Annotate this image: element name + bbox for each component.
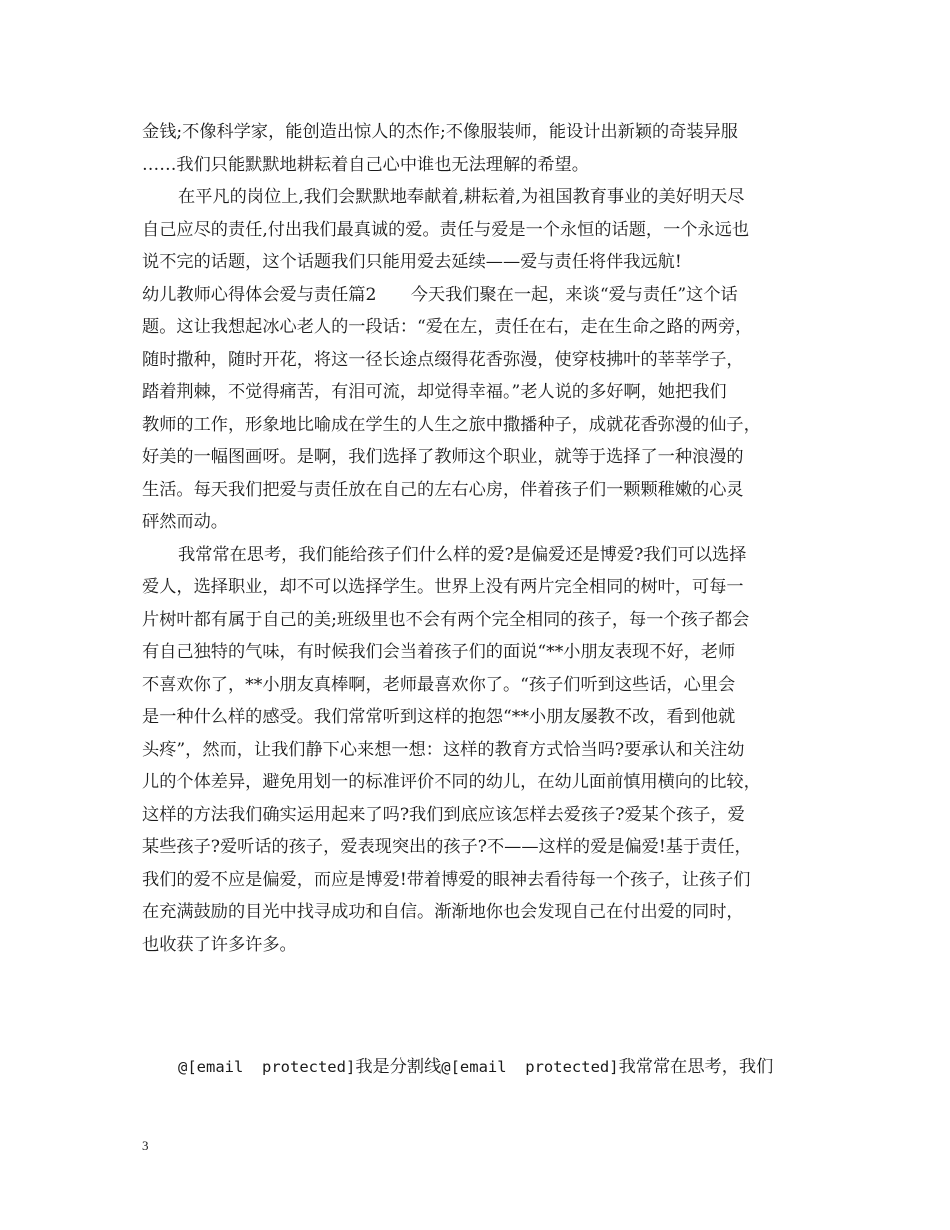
text-line: 生活。每天我们把爱与责任放在自己的左右心房，伴着孩子们一颗颗稚嫩的心灵	[142, 479, 744, 500]
separator-text: 我是分割线	[355, 1057, 442, 1077]
text-line: 金钱;不像科学家，能创造出惊人的杰作;不像服装师，能设计出新颖的奇装异服	[142, 122, 738, 142]
text-line: 头疼”，然而，让我们静下心来想一想：这样的教育方式恰当吗?要承认和关注幼	[142, 739, 745, 760]
page-number: 3	[142, 1138, 149, 1153]
text-line: 在平凡的岗位上,我们会默默地奉献着,耕耘着,为祖国教育事业的美好明天尽	[178, 187, 745, 207]
text-line: 好美的一幅图画呀。是啊，我们选择了教师这个职业，就等于选择了一种浪漫的	[142, 447, 744, 467]
text-line: 踏着荆棘，不觉得痛苦，有泪可流，却觉得幸福。”老人说的多好啊，她把我们	[142, 382, 727, 402]
text-line: 爱人，选择职业，却不可以选择学生。世界上没有两片完全相同的树叶，可每一	[142, 577, 744, 597]
text-line: 自己应尽的责任,付出我们最真诚的爱。责任与爱是一个永恒的话题，一个永远也	[142, 219, 750, 240]
text-line: 是一种什么样的感受。我们常常听到这样的抱怨“**小朋友屡教不改，看到他就	[142, 707, 736, 727]
text-line: 不喜欢你了，**小朋友真棒啊，老师最喜欢你了。“孩子们听到这些话，心里会	[142, 674, 736, 695]
separator-tail-text: 我常常在思考，我们	[618, 1057, 774, 1077]
text-line: 幼儿教师心得体会爱与责任篇2 今天我们聚在一起，来谈“爱与责任”这个话	[142, 284, 738, 305]
text-line: 有自己独特的气味，有时候我们会当着孩子们的面说“**小朋友表现不好，老师	[142, 642, 736, 662]
text-line: 某些孩子?爱听话的孩子，爱表现突出的孩子?不——这样的爱是偏爱!基于责任，	[142, 837, 752, 857]
text-line: 我常常在思考，我们能给孩子们什么样的爱?是偏爱还是博爱?我们可以选择	[178, 544, 747, 565]
text-line: 说不完的话题，这个话题我们只能用爱去延续——爱与责任将伴我远航!	[142, 252, 682, 272]
text-line: 儿的个体差异，避免用划一的标准评价不同的幼儿，在幼儿面前慎用横向的比较，	[142, 772, 761, 792]
email-placeholder-2: @[email protected]	[441, 1058, 619, 1076]
text-line: 题。这让我想起冰心老人的一段话：“爱在左，责任在右，走在生命之路的两旁，	[142, 317, 753, 337]
text-line: 片树叶都有属于自己的美;班级里也不会有两个完全相同的孩子，每一个孩子都会	[142, 609, 750, 630]
email-placeholder-1: @[email protected]	[178, 1058, 356, 1076]
text-line: 在充满鼓励的目光中找寻成功和自信。渐渐地你也会发现自己在付出爱的同时，	[142, 902, 744, 922]
text-line: 我们的爱不应是偏爱，而应是博爱!带着博爱的眼神去看待每一个孩子，让孩子们	[142, 869, 751, 890]
text-line: 教师的工作，形象地比喻成在学生的人生之旅中撒播种子，成就花香弥漫的仙子，	[142, 414, 761, 435]
document-body	[142, 116, 832, 961]
text-line: 这样的方法我们确实运用起来了吗?我们到底应该怎样去爱孩子?爱某个孩子，爱	[142, 804, 745, 825]
text-line: ……我们只能默默地耕耘着自己心中谁也无法理解的希望。	[142, 154, 589, 175]
text-line: 砰然而动。	[142, 512, 228, 532]
separator-line	[142, 1051, 868, 1084]
text-line: 也收获了许多许多。	[142, 934, 297, 955]
text-line: 随时撒种，随时开花，将这一径长途点缀得花香弥漫，使穿枝拂叶的莘莘学子，	[142, 349, 744, 370]
